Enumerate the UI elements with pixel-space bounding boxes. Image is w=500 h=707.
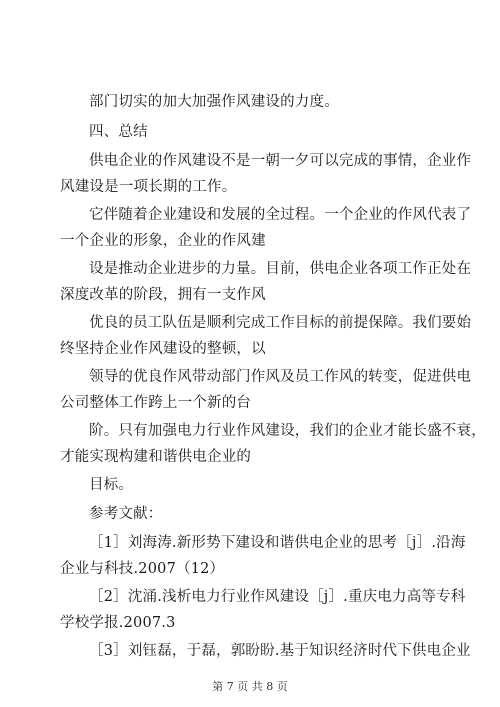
body-text-line: 目标。 [89, 477, 134, 493]
body-text-line: 部门切实的加大加强作风建设的力度。 [89, 94, 339, 110]
reference-entry: 学校学报.2007.3 [60, 615, 176, 631]
reference-entry: ［3］刘钰磊，于磊，郭盼盼.基于知识经济时代下供电企业 [89, 643, 471, 659]
body-text-line: 风建设是一项长期的工作。 [60, 179, 237, 195]
section-heading: 四、总结 [89, 124, 148, 140]
body-text-line: 设是推动企业进步的力量。目前，供电企业各项工作正处在 [89, 261, 472, 277]
reference-entry: ［1］刘海涛.新形势下建设和谐供电企业的思考［j］.沿海 [89, 535, 466, 551]
reference-entry: ［2］沈涌.浅析电力行业作风建设［j］.重庆电力高等专科 [89, 589, 466, 605]
body-text-line: 阶。只有加强电力行业作风建设，我们的企业才能长盛不衰， [89, 423, 486, 439]
body-text-line: 供电企业的作风建设不是一朝一夕可以完成的事情，企业作 [89, 153, 472, 169]
body-text-line: 领导的优良作风带动部门作风及员工作风的转变，促进供电 [89, 369, 472, 385]
references-heading: 参考文献： [89, 506, 163, 522]
body-text-line: 公司整体工作跨上一个新的台 [60, 395, 252, 411]
page-number-footer: 第 7 页 共 8 页 [212, 680, 288, 693]
body-text-line: 才能实现构建和谐供电企业的 [60, 449, 252, 465]
body-text-line: 深度改革的阶段，拥有一支作风 [60, 287, 266, 303]
body-text-line: 一个企业的形象，企业的作风建 [60, 233, 266, 249]
body-text-line: 优良的员工队伍是顺利完成工作目标的前提保障。我们要始 [89, 315, 472, 331]
body-text-line: 它伴随着企业建设和发展的全过程。一个企业的作风代表了 [89, 207, 472, 223]
reference-entry: 企业与科技.2007（12） [60, 561, 225, 577]
body-text-line: 终坚持企业作风建设的整顿，以 [60, 341, 266, 357]
